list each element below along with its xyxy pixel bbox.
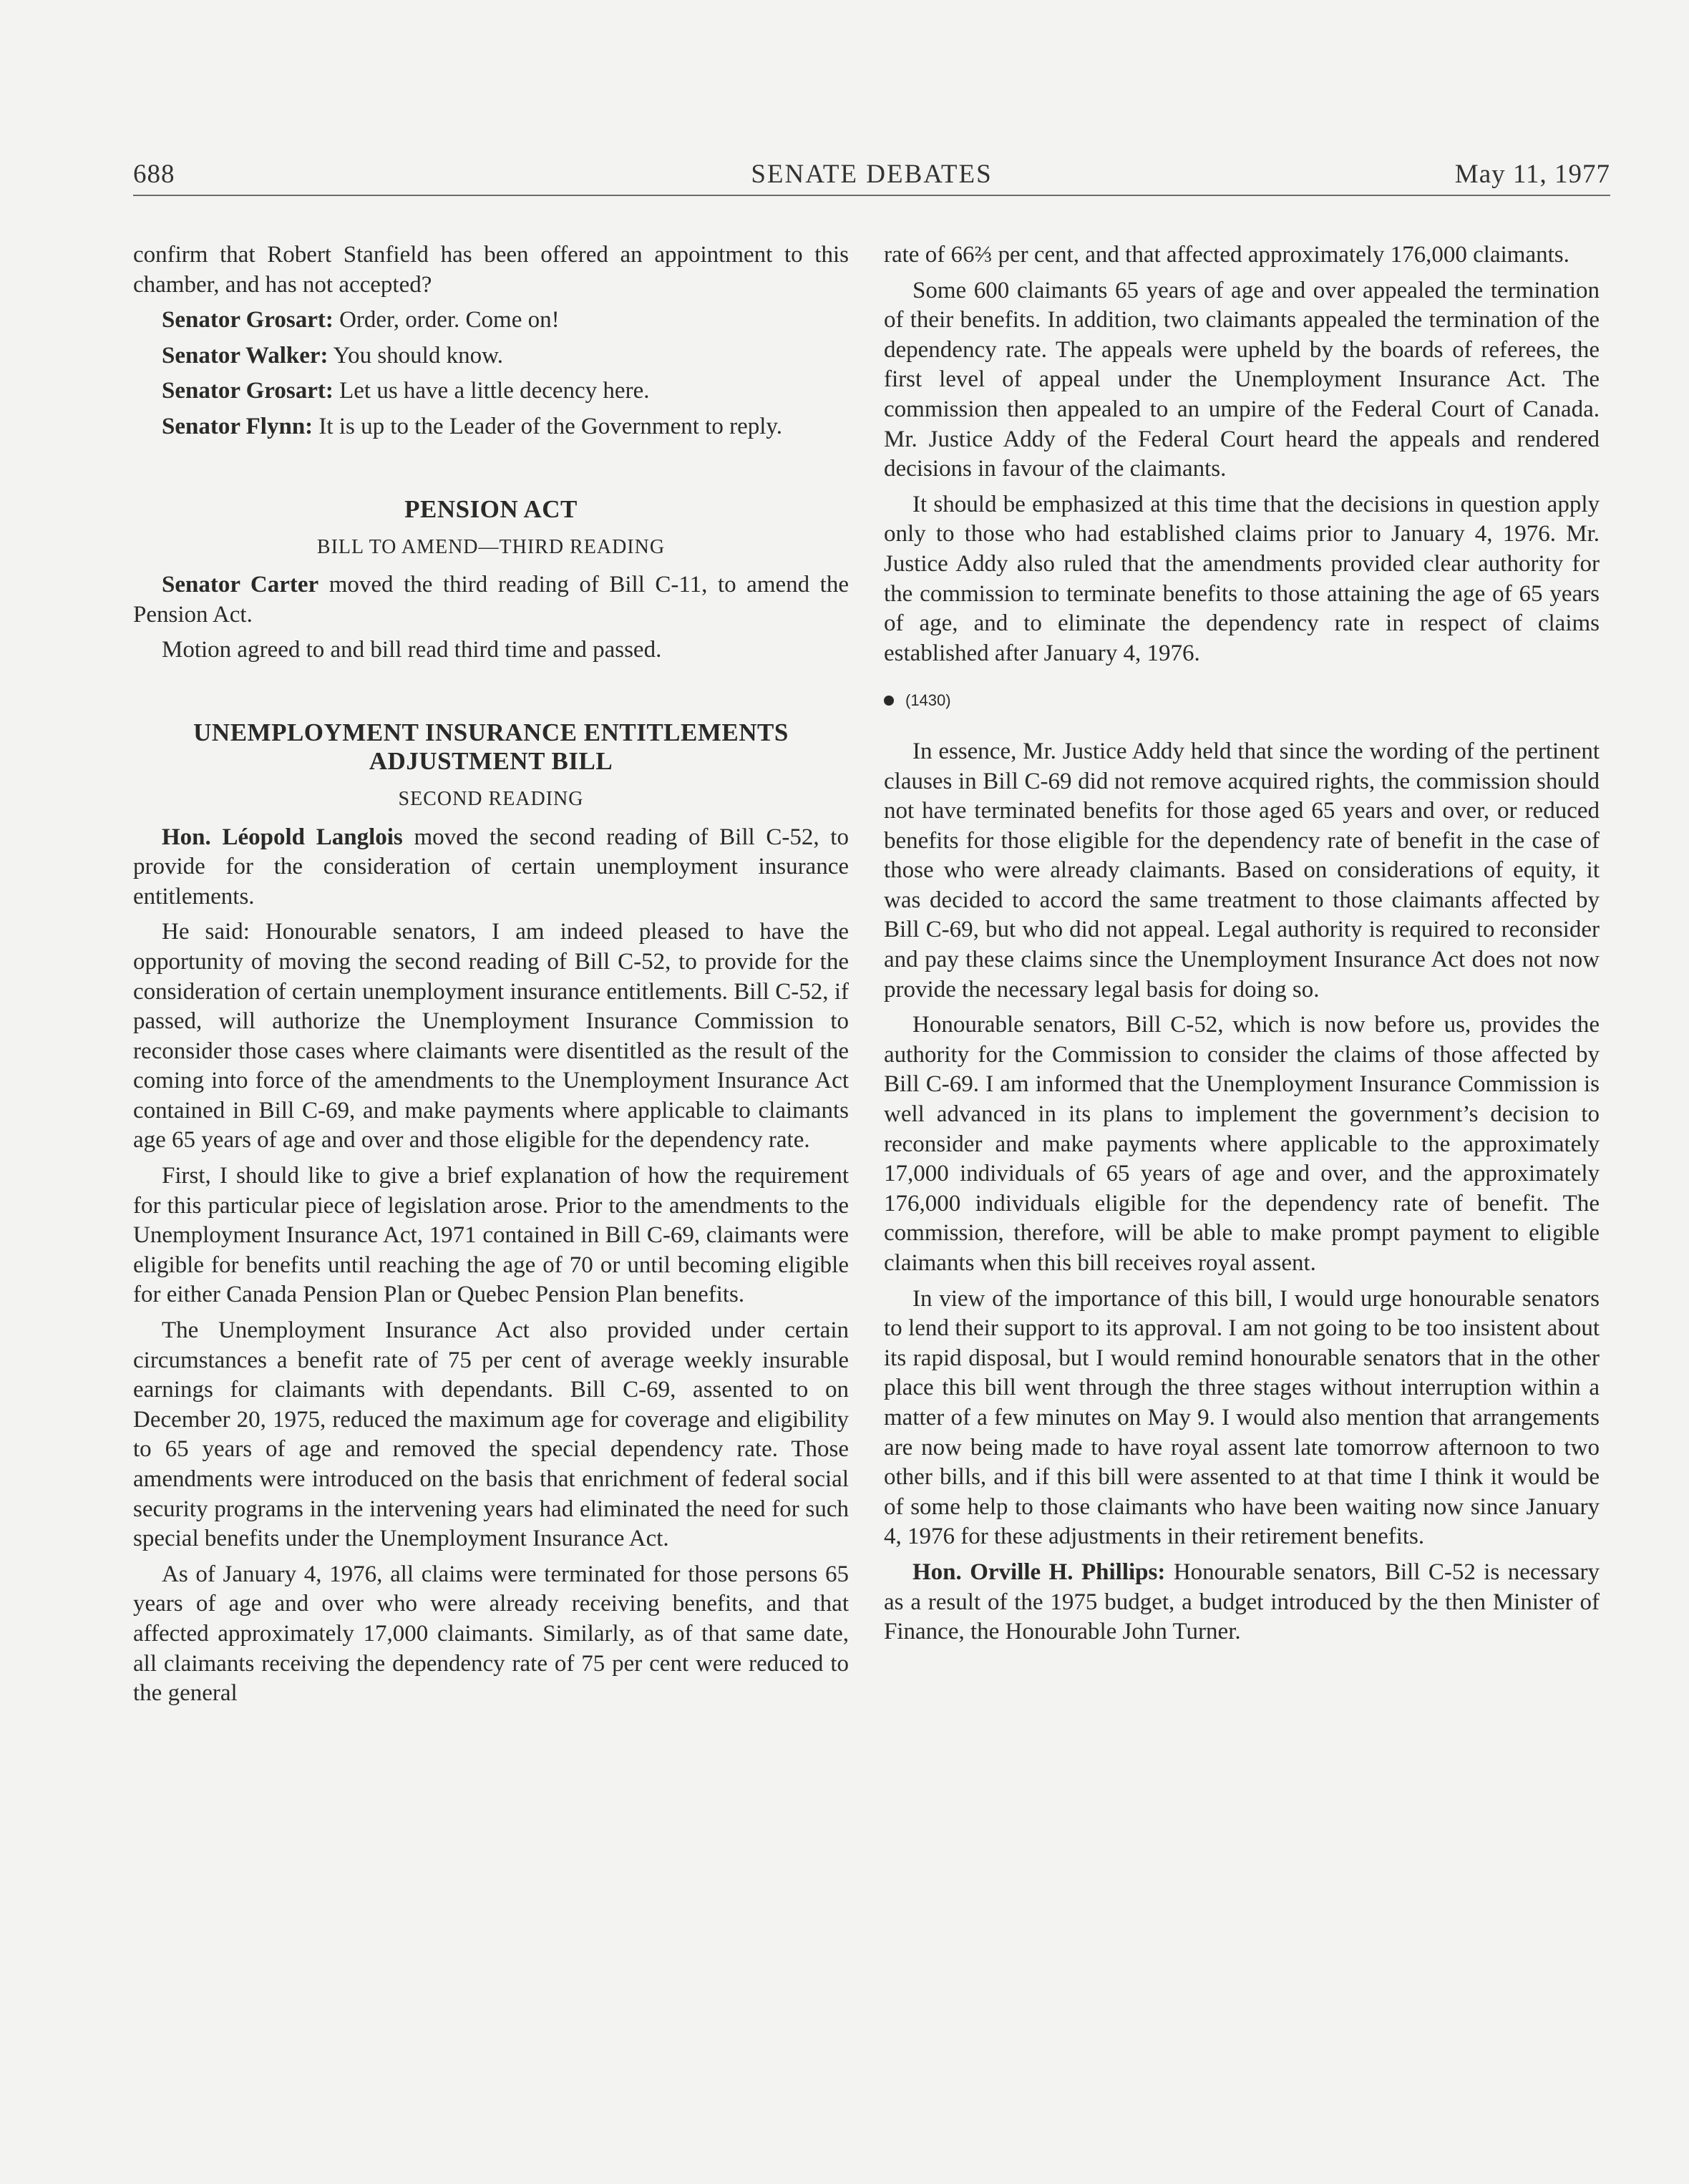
time-marker-label: (1430) [905,691,951,710]
speaker-name: Senator Walker: [162,342,328,369]
pension-act-subheading: BILL TO AMEND—THIRD READING [316,535,666,558]
motion-text: moved the third reading of Bill C-11, to amend the Pension Act. [133,572,850,628]
body-paragraph: First, I should like to give a brief explanation of how the requirement for this particular piece of legislation arose. Prior to the amendments to the Unemployment Insurance Act, 1971 contained in Bill C-69, claimants were eligible for benefits until reaching the age of 70 or until becoming eligible for either Canada Pension Plan or Quebec Pension Plan benefits. [133,1163,849,1308]
motion-result: Motion agreed to and bill read third time and passed. [162,637,662,663]
speech-line [884,1558,1600,1647]
motion-line [133,570,849,630]
body-paragraph: Honourable senators, Bill C-52, which is now before us, provides the authority for the Commission to consider the claims of those affected by Bill C-69. I am informed that the Unemployment Insurance Commission is well advanced in its plans to implement the government’s decision to reconsider and make payments where applicable to the approximately 17,000 individuals of 65 years of age and over, and the approximately 176,000 individuals eligible for the dependency rate of benefit. The commission, therefore, will be able to make prompt payment to eligible claimants when this bill receives royal assent. [884,1012,1600,1276]
speech-line [133,306,849,336]
publication-title: SENATE DEBATES [751,160,993,189]
right-column [884,240,1600,1653]
body-paragraph: The Unemployment Insurance Act also provided under certain circumstances a benefit rate of 75 per cent of average weekly insurable earnings for claimants with dependants. Bill C-69, assented to on December 20, 1975, reduced the maximum age for coverage and eligibility to 65 years of age and removed the special dependency rate. Those amendments were introduced on the basis that enrichment of federal social security programs in the intervening years had eliminated the need for such special benefits under the Unemployment Insurance Act. [133,1317,849,1552]
speech-line [133,376,849,406]
continued-paragraph: rate of 66⅔ per cent, and that affected approximately 176,000 claimants. [884,242,1569,268]
left-column [133,240,849,1715]
speech-text: Honourable senators, Bill C-52 is necessary as a result of the 1975 budget, a budget introduced by the then Minister of Finance, the Honourable John Turner. [884,1559,1600,1645]
speech-line [133,341,849,371]
speech-text: Let us have a little decency here. [333,378,650,404]
motion-line [133,823,849,912]
body-paragraph: He said: Honourable senators, I am indeed pleased to have the opportunity of moving the second reading of Bill C-52, to provide for the consideration of certain unemployment insurance entitlements. Bill C-52, if passed, will authorize the Unemployment Insurance Commission to reconsider those cases where claimants were disentitled as the result of the coming into force of the amendments to the Unemployment Insurance Act contained in Bill C-69, and make payments where applicable to claimants age 65 years of age and over and those eligible for the dependency rate. [133,919,849,1154]
body-paragraph: Some 600 claimants 65 years of age and over appealed the termination of their benefits. In addition, two claimants appealed the termination of the dependency rate. The appeals were upheld by the boards of referees, the first level of appeal under the Unemployment Insurance Act. The commission then appealed to an umpire of the Federal Court of Canada. Mr. Justice Addy of the Federal Court heard the appeals and rendered decisions in favour of the claimants. [884,277,1600,482]
time-marker [884,686,1600,716]
speaker-name: Senator Flynn: [162,413,313,439]
speech-text: You should know. [328,342,504,369]
speaker-name: Hon. Léopold Langlois [162,824,403,850]
speech-line [133,412,849,442]
bullet-icon [884,696,894,706]
speaker-name: Senator Grosart: [162,307,334,333]
body-paragraph: As of January 4, 1976, all claims were terminated for those persons 65 years of age and over who were already receiving benefits, and that affected approximately 17,000 claimants. Similarly, as of that same date, all claimants receiving the dependency rate of 75 per cent were reduced to the general [133,1561,849,1707]
continued-question: confirm that Robert Stanfield has been offered an appointment to this chamber, and has not accepted? [133,242,849,298]
body-paragraph: In essence, Mr. Justice Addy held that since the wording of the pertinent clauses in Bill C-69 did not remove acquired rights, the commission should not have terminated benefits for those aged 65 years and over, or reduced benefits for those eligible for the dependency rate of benefit in the case of those who were already claimants. Based on considerations of equity, it was decided to accord the same treatment to those claimants affected by Bill C-69, but who did not appeal. Legal authority is required to reconsider and pay these claims since the Unemployment Insurance Act does not now provide the necessary legal basis for doing so. [884,738,1600,1003]
ui-bill-subheading: SECOND READING [398,787,584,810]
publication-date: May 11, 1977 [1454,160,1610,189]
ui-bill-heading: UNEMPLOYMENT INSURANCE ENTITLEMENTS ADJUSTMENT BILL [193,718,789,775]
speaker-name: Senator Grosart: [162,378,334,404]
body-paragraph: It should be emphasized at this time that the decisions in question apply only to those who had established claims prior to January 4, 1976. Mr. Justice Addy also ruled that the amendments provided clear authority for the commission to terminate benefits to those attaining the age of 65 years of age, and to eliminate the dependency rate in respect of claims established after January 4, 1976. [884,491,1600,666]
speech-text: It is up to the Leader of the Government to reply. [313,413,782,439]
pension-act-heading: PENSION ACT [404,494,578,523]
motion-text: moved the second reading of Bill C-52, to provide for the consideration of certain unemployment insurance entitlements. [133,824,849,910]
body-paragraph: In view of the importance of this bill, I would urge honourable senators to lend their support to its approval. I am not going to be too insistent about its rapid disposal, but I would remind honourable senators that in the other place this bill went through the three stages without interruption within a matter of a few minutes on May 9. I would also mention that arrangements are now being made to have royal assent late tomorrow afternoon to two other bills, and if this bill were assented to at that time I think it would be of some help to those claimants who have been waiting now since January 4, 1976 for these adjustments in their retirement benefits. [884,1285,1600,1550]
speaker-name: Senator Carter [162,572,319,598]
page-number: 688 [133,160,175,189]
page-header [133,159,1610,196]
speech-text: Order, order. Come on! [333,307,560,333]
speaker-name: Hon. Orville H. Phillips: [912,1559,1166,1585]
